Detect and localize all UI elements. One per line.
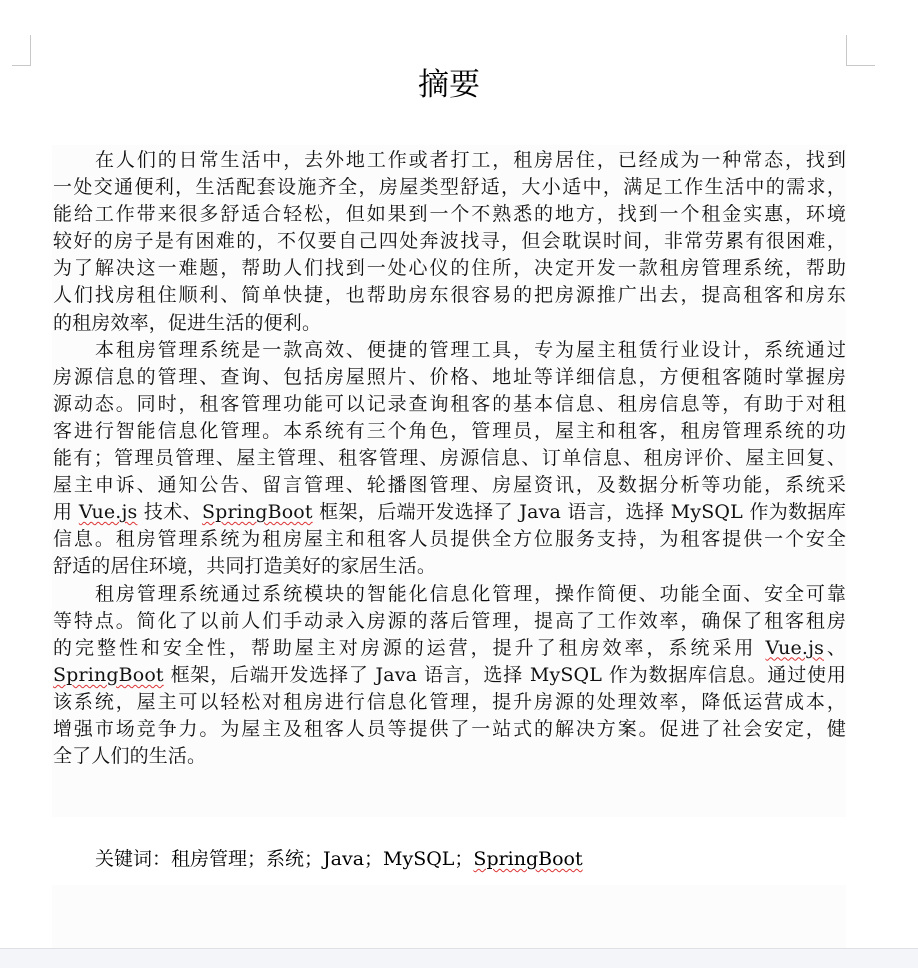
text-line — [53, 635, 846, 662]
spellcheck-word-vuejs[interactable]: Vue.js — [765, 636, 825, 659]
text-run: 、 — [824, 636, 846, 659]
page-corner-mark-top-left — [12, 35, 31, 66]
text-line: 租房管理系统通过系统模块的智能化信息化管理，操作简便、功能全面、安全可靠 — [95, 582, 846, 605]
text-line: 等特点。简化了以前人们手动录入房源的落后管理，提高了工作效率，确保了租客租房 — [53, 609, 846, 632]
text-line: 的租房效率，促进生活的便利。 — [53, 311, 322, 334]
text-line: 舒适的居住环境，共同打造美好的家居生活。 — [53, 555, 437, 578]
text-line: 能有；管理员管理、屋主管理、租客管理、房源信息、订单信息、租房评价、屋主回复、 — [53, 447, 846, 470]
text-line: 能给工作带来很多舒适合轻松，但如果到一个不熟悉的地方，找到一个租金实惠，环境 — [53, 203, 846, 226]
text-run: 的完整性和安全性，帮助屋主对房源的运营，提升了租房效率，系统采用 — [53, 636, 766, 659]
text-line: 较好的房子是有困难的，不仅要自己四处奔波找寻，但会耽误时间，非常劳累有很困难， — [53, 230, 846, 253]
text-line: 房源信息的管理、查询、包括房屋照片、价格、地址等详细信息，方便租客随时掌握房 — [53, 365, 846, 388]
spellcheck-word-vuejs[interactable]: Vue.js — [78, 501, 138, 524]
spellcheck-word-springboot[interactable]: SpringBoot — [201, 501, 313, 524]
text-line: 客进行智能信息化管理。本系统有三个角色，管理员，屋主和租客，租房管理系统的功 — [53, 419, 846, 442]
abstract-body[interactable] — [53, 147, 853, 770]
bottom-background — [52, 885, 846, 948]
page-corner-mark-top-right — [846, 35, 875, 66]
page-title: 摘要 — [418, 67, 480, 103]
text-run: 框架，后端开发选择了 Java 语言，选择 MySQL 作为数据库信息。通过使用 — [163, 663, 846, 686]
text-line: 人们找房租住顺利、简单快捷，也帮助房东很容易的把房源推广出去，提高租客和房东 — [53, 284, 846, 307]
text-line: 本租房管理系统是一款高效、便捷的管理工具，专为屋主租赁行业设计，系统通过 — [95, 338, 846, 361]
text-run: 框架，后端开发选择了 Java 语言，选择 MySQL 作为数据库 — [312, 501, 847, 524]
text-line: 增强市场竞争力。为屋主及租客人员等提供了一站式的解决方案。促进了社会安定，健 — [53, 717, 846, 740]
text-line: 源动态。同时，租客管理功能可以记录查询租客的基本信息、租房信息等，有助于对租 — [53, 392, 846, 415]
text-line: 信息。租房管理系统为租房屋主和租客人员提供全方位服务支持，为租客提供一个安全 — [53, 528, 846, 551]
keywords-list: 租房管理；系统；Java；MySQL； — [171, 848, 474, 870]
text-line: 为了解决这一难题，帮助人们找到一处心仪的住所，决定开发一款租房管理系统，帮助 — [53, 257, 846, 280]
paragraph-3 — [53, 581, 853, 771]
text-line: 在人们的日常生活中，去外地工作或者打工，租房居住，已经成为一种常态，找到 — [95, 149, 846, 171]
spellcheck-word-springboot[interactable]: SpringBoot — [473, 848, 583, 870]
text-line: 一处交通便利，生活配套设施齐全，房屋类型舒适，大小适中，满足工作生活中的需求， — [53, 176, 846, 199]
text-line: 该系统，屋主可以轻松对租房进行信息化管理，提升房源的处理效率，降低运营成本， — [53, 690, 846, 713]
keywords-line[interactable] — [95, 845, 583, 873]
text-line: 屋主申诉、通知公告、留言管理、轮播图管理、房屋资讯，及数据分析等功能，系统采 — [53, 474, 846, 497]
paragraph-1 — [53, 147, 853, 337]
paragraph-2 — [53, 337, 853, 581]
text-line: 全了人们的生活。 — [53, 745, 207, 768]
text-line — [53, 662, 846, 689]
text-run: 用 — [53, 501, 79, 524]
keywords-label: 关键词： — [95, 848, 172, 870]
text-run: 技术、 — [137, 501, 202, 524]
text-line — [53, 499, 846, 526]
bottom-bar — [0, 948, 918, 968]
spellcheck-word-springboot[interactable]: SpringBoot — [53, 663, 164, 686]
